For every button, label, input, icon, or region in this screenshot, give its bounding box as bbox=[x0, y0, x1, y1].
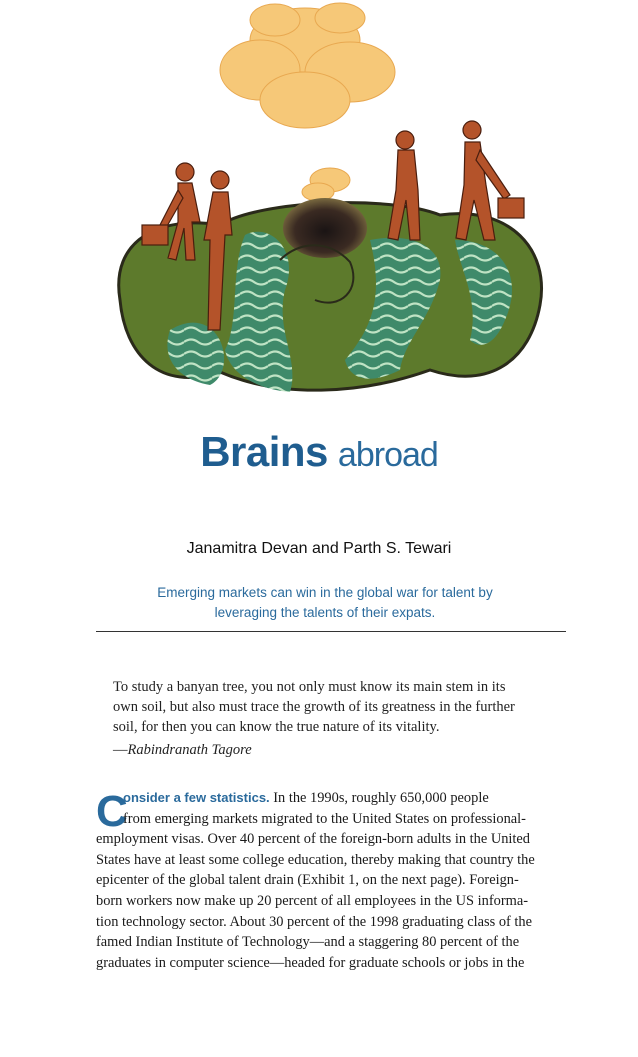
body-line: famed Indian Institute of Technology—and a staggering 80 percent of the bbox=[96, 934, 520, 951]
body-line: tion technology sector. About 30 percent of the 1998 graduating class of the bbox=[96, 913, 533, 930]
deck-line: leveraging the talents of their expats. bbox=[214, 605, 436, 620]
body-line-rest: In the 1990s, roughly 650,000 people bbox=[269, 790, 489, 806]
divider-rule bbox=[96, 631, 566, 632]
body-line: graduates in computer science—headed for graduate schools or jobs in the bbox=[96, 954, 525, 971]
deck-line: Emerging markets can win in the global war for talent by bbox=[157, 585, 493, 600]
deck bbox=[140, 583, 510, 623]
epigraph-line: To study a banyan tree, you not only must know its main stem in its bbox=[113, 679, 506, 695]
epigraph-line: soil, for then you can know the true nature of its vitality. bbox=[113, 719, 440, 735]
body-line: States have at least some college education, thereby making that country the bbox=[96, 851, 535, 868]
lead-in: onsider a few statistics. bbox=[123, 790, 270, 805]
body-line bbox=[96, 788, 568, 809]
body-line: from emerging markets migrated to the United States on professional- bbox=[123, 810, 526, 827]
title-light: abroad bbox=[337, 436, 438, 474]
body-line: employment visas. Over 40 percent of the foreign-born adults in the United bbox=[96, 831, 531, 848]
attribution-author: Rabindranath Tagore bbox=[127, 742, 252, 758]
body-text bbox=[96, 788, 568, 973]
article-title bbox=[0, 428, 638, 476]
drop-cap: C bbox=[96, 787, 128, 836]
title-bold: Brains bbox=[200, 428, 328, 475]
body-line: born workers now make up 20 percent of all employees in the US informa- bbox=[96, 892, 529, 909]
body-line: epicenter of the global talent drain (Exhibit 1, on the next page). Foreign- bbox=[96, 872, 519, 889]
epigraph-quote bbox=[113, 677, 553, 737]
epigraph-attribution bbox=[113, 742, 252, 759]
authors: Janamitra Devan and Parth S. Tewari bbox=[186, 540, 452, 557]
brain-drain-illustration bbox=[100, 0, 560, 410]
cloud-shape bbox=[220, 3, 395, 201]
epigraph-line: own soil, but also must trace the growth of its greatness in the further bbox=[113, 699, 515, 715]
attribution-dash: — bbox=[113, 742, 128, 758]
